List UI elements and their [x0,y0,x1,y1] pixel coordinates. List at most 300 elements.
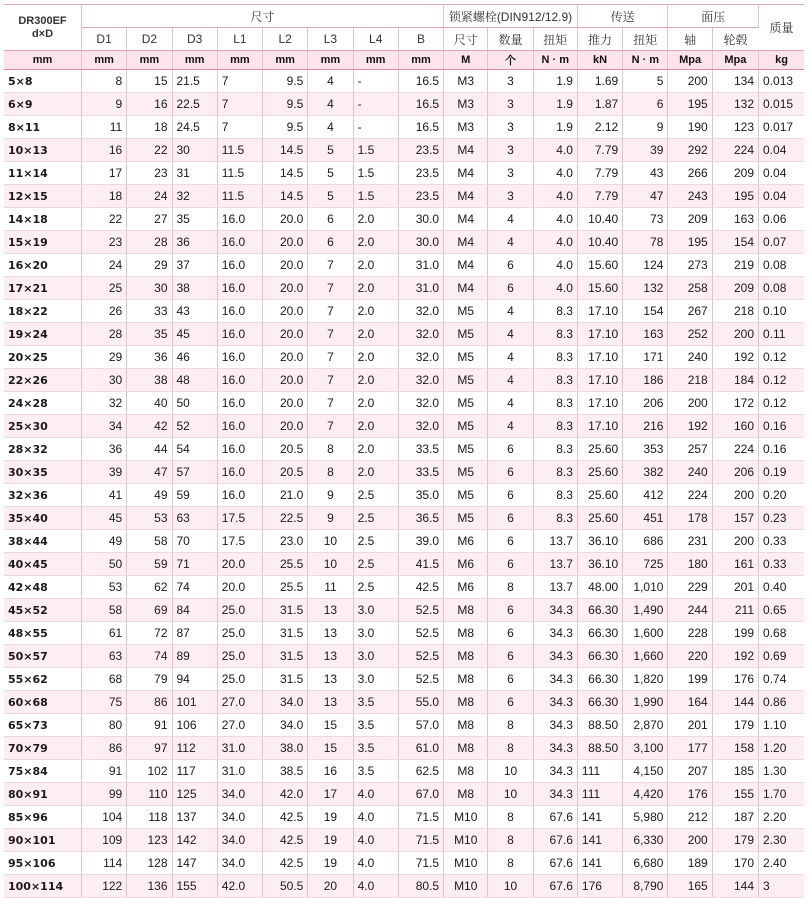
value-cell: 5 [308,139,353,162]
value-cell: 4 [488,208,533,231]
value-cell: 199 [712,622,758,645]
value-cell: 16.0 [217,369,262,392]
value-cell: 75 [81,691,126,714]
value-cell: 6 [488,622,533,645]
value-cell: 8 [81,70,126,93]
value-cell: 28 [81,323,126,346]
value-cell: 2.0 [353,346,398,369]
value-cell: 3 [488,162,533,185]
value-cell: 13.7 [533,576,577,599]
value-cell: M3 [444,93,488,116]
value-cell: 7 [308,415,353,438]
value-cell: 71 [172,553,217,576]
value-cell: 8 [488,806,533,829]
value-cell: 10.40 [577,208,622,231]
value-cell: 19 [308,852,353,875]
value-cell: 20.0 [263,254,308,277]
value-cell: 154 [712,231,758,254]
value-cell: 24 [127,185,172,208]
value-cell: 4 [488,392,533,415]
value-cell: M6 [444,553,488,576]
value-cell: 27.0 [217,714,262,737]
value-cell: 25.5 [263,576,308,599]
value-cell: 36.10 [577,530,622,553]
value-cell: 144 [712,691,758,714]
value-cell: 34.0 [217,806,262,829]
value-cell: 2.0 [353,277,398,300]
value-cell: 7 [308,346,353,369]
value-cell: 0.68 [759,622,804,645]
value-cell: 180 [668,553,712,576]
value-cell: 25.60 [577,484,622,507]
value-cell: M5 [444,392,488,415]
value-cell: 16.0 [217,300,262,323]
value-cell: 20.0 [263,208,308,231]
value-cell: 8 [488,829,533,852]
unit-header: Mpa [668,51,712,70]
value-cell: 19 [308,829,353,852]
unit-header: M [444,51,488,70]
value-cell: 31.5 [263,599,308,622]
value-cell: 13 [308,668,353,691]
value-cell: 48.00 [577,576,622,599]
value-cell: 13 [308,645,353,668]
value-cell: M6 [444,530,488,553]
value-cell: 46 [172,346,217,369]
value-cell: 192 [712,346,758,369]
model-name: DR300EF [18,14,67,27]
table-row [4,622,804,645]
value-cell: 4 [488,346,533,369]
value-cell: 199 [668,668,712,691]
value-cell: M5 [444,369,488,392]
value-cell: M10 [444,806,488,829]
value-cell: 52.5 [398,668,443,691]
value-cell: 1.5 [353,162,398,185]
value-cell: 8 [308,438,353,461]
value-cell: 4,420 [623,783,668,806]
value-cell: 212 [668,806,712,829]
value-cell: 7.79 [577,162,622,185]
value-cell: 42.5 [263,829,308,852]
value-cell: 70 [172,530,217,553]
value-cell: 18 [127,116,172,139]
value-cell: 0.04 [759,162,804,185]
table-row [4,254,804,277]
size-cell: 28×32 [4,438,81,461]
value-cell: 2.20 [759,806,804,829]
value-cell: 2.0 [353,369,398,392]
value-cell: 31.0 [398,254,443,277]
value-cell: 11.5 [217,139,262,162]
value-cell: 142 [172,829,217,852]
value-cell: 35.0 [398,484,443,507]
value-cell: 161 [712,553,758,576]
table-row [4,645,804,668]
value-cell: 292 [668,139,712,162]
value-cell: 5 [308,162,353,185]
value-cell: 0.08 [759,277,804,300]
value-cell: 0.19 [759,461,804,484]
value-cell: 9 [623,116,668,139]
value-cell: 42 [127,415,172,438]
value-cell: 25.60 [577,461,622,484]
value-cell: 34.0 [217,852,262,875]
value-cell: 30.0 [398,231,443,254]
column-header: L3 [308,28,353,51]
value-cell: 6 [488,668,533,691]
value-cell: 49 [127,484,172,507]
value-cell: 18 [81,185,126,208]
transmit-group-header: 传送 [577,5,668,28]
value-cell: 61 [81,622,126,645]
value-cell: 10 [488,760,533,783]
value-cell: 218 [712,300,758,323]
value-cell: 24.5 [172,116,217,139]
value-cell: 54 [172,438,217,461]
value-cell: 8 [488,852,533,875]
value-cell: 9 [308,484,353,507]
value-cell: 16 [127,93,172,116]
unit-header: kg [759,51,804,70]
table-header [4,5,804,70]
value-cell: 228 [668,622,712,645]
unit-header-row [4,51,804,70]
value-cell: 382 [623,461,668,484]
value-cell: 66.30 [577,622,622,645]
value-cell: 144 [712,875,758,898]
value-cell: 209 [712,162,758,185]
value-cell: 8 [488,576,533,599]
value-cell: M5 [444,300,488,323]
value-cell: 16.0 [217,254,262,277]
value-cell: - [353,116,398,139]
value-cell: 19 [308,806,353,829]
value-cell: 17.5 [217,530,262,553]
table-row [4,553,804,576]
value-cell: 10 [308,530,353,553]
value-cell: 154 [623,300,668,323]
value-cell: 141 [577,829,622,852]
table-row [4,70,804,93]
table-row [4,576,804,599]
value-cell: 176 [577,875,622,898]
value-cell: 20 [308,875,353,898]
value-cell: 218 [668,369,712,392]
value-cell: 8.3 [533,323,577,346]
value-cell: M10 [444,829,488,852]
value-cell: 31.5 [263,645,308,668]
value-cell: 16.0 [217,231,262,254]
value-cell: 13.7 [533,530,577,553]
value-cell: 231 [668,530,712,553]
value-cell: 8,790 [623,875,668,898]
value-cell: M6 [444,576,488,599]
value-cell: 123 [712,116,758,139]
value-cell: M4 [444,162,488,185]
value-cell: 7 [308,300,353,323]
value-cell: 88.50 [577,737,622,760]
value-cell: M10 [444,852,488,875]
value-cell: 67.0 [398,783,443,806]
size-cell: 11×14 [4,162,81,185]
value-cell: 32.0 [398,369,443,392]
value-cell: 67.6 [533,852,577,875]
value-cell: 20.0 [263,415,308,438]
pressure-group-header: 面压 [668,5,759,28]
value-cell: 1.5 [353,139,398,162]
value-cell: 1.5 [353,185,398,208]
value-cell: 73 [623,208,668,231]
value-cell: 8.3 [533,346,577,369]
value-cell: 0.40 [759,576,804,599]
value-cell: M4 [444,139,488,162]
value-cell: 31.0 [398,277,443,300]
value-cell: 20.0 [263,369,308,392]
value-cell: 20.0 [263,300,308,323]
value-cell: 35 [127,323,172,346]
bolt-group-header: 锁紧螺栓(DIN912/12.9) [444,5,578,28]
value-cell: M5 [444,346,488,369]
value-cell: 42.5 [398,576,443,599]
value-cell: 8.3 [533,415,577,438]
value-cell: 258 [668,277,712,300]
value-cell: 1.9 [533,93,577,116]
value-cell: 6,330 [623,829,668,852]
value-cell: 47 [127,461,172,484]
value-cell: 74 [127,645,172,668]
value-cell: 20.0 [263,392,308,415]
value-cell: 21.5 [172,70,217,93]
value-cell: 2.5 [353,507,398,530]
value-cell: 26 [81,300,126,323]
value-cell: 2.0 [353,415,398,438]
value-cell: 33.5 [398,461,443,484]
value-cell: 37 [172,254,217,277]
size-cell: 40×45 [4,553,81,576]
value-cell: M5 [444,484,488,507]
value-cell: 1.9 [533,70,577,93]
value-cell: 6 [488,461,533,484]
value-cell: 29 [127,254,172,277]
value-cell: 16.5 [398,116,443,139]
value-cell: 35 [172,208,217,231]
value-cell: 124 [623,254,668,277]
column-header: 轴 [668,28,712,51]
value-cell: 34.3 [533,691,577,714]
value-cell: 179 [712,829,758,852]
value-cell: M8 [444,691,488,714]
value-cell: 74 [172,576,217,599]
value-cell: 201 [712,576,758,599]
value-cell: 42.0 [217,875,262,898]
value-cell: 1,820 [623,668,668,691]
value-cell: M8 [444,668,488,691]
value-cell: 267 [668,300,712,323]
value-cell: 5 [623,70,668,93]
value-cell: 164 [668,691,712,714]
value-cell: M5 [444,438,488,461]
value-cell: 141 [577,852,622,875]
value-cell: 33.5 [398,438,443,461]
value-cell: 3.5 [353,714,398,737]
value-cell: 6 [488,691,533,714]
value-cell: 42.0 [263,783,308,806]
value-cell: 38.5 [263,760,308,783]
value-cell: 200 [712,530,758,553]
value-cell: 200 [668,829,712,852]
value-cell: 0.12 [759,392,804,415]
value-cell: 17.10 [577,392,622,415]
value-cell: 117 [172,760,217,783]
value-cell: 1.20 [759,737,804,760]
value-cell: 111 [577,760,622,783]
value-cell: M3 [444,116,488,139]
value-cell: 243 [668,185,712,208]
table-row [4,346,804,369]
column-header: B [398,28,443,51]
value-cell: 32.0 [398,392,443,415]
value-cell: 244 [668,599,712,622]
value-cell: 15.60 [577,254,622,277]
value-cell: 6 [308,208,353,231]
value-cell: 725 [623,553,668,576]
value-cell: 34.0 [217,783,262,806]
value-cell: 7 [217,116,262,139]
table-row [4,231,804,254]
value-cell: 0.015 [759,93,804,116]
size-cell: 70×79 [4,737,81,760]
value-cell: 266 [668,162,712,185]
value-cell: 9.5 [263,93,308,116]
value-cell: 87 [172,622,217,645]
value-cell: M8 [444,737,488,760]
value-cell: 47 [623,185,668,208]
mass-header: 质量 [759,5,804,51]
value-cell: 132 [712,93,758,116]
model-header-cell [4,5,81,51]
value-cell: 2.0 [353,438,398,461]
value-cell: 186 [623,369,668,392]
value-cell: 16 [308,760,353,783]
value-cell: 34.0 [217,829,262,852]
value-cell: 50.5 [263,875,308,898]
value-cell: 172 [712,392,758,415]
value-cell: 201 [668,714,712,737]
value-cell: 141 [577,806,622,829]
value-cell: 109 [81,829,126,852]
value-cell: 229 [668,576,712,599]
value-cell: M10 [444,875,488,898]
value-cell: M4 [444,277,488,300]
size-cell: 5×8 [4,70,81,93]
value-cell: 4.0 [353,875,398,898]
value-cell: 2.0 [353,208,398,231]
value-cell: 20.0 [217,576,262,599]
value-cell: 15 [308,714,353,737]
value-cell: 16.5 [398,93,443,116]
value-cell: 20.5 [263,461,308,484]
table-row [4,691,804,714]
value-cell: 3.0 [353,599,398,622]
value-cell: 4.0 [533,231,577,254]
value-cell: 4.0 [533,139,577,162]
unit-header: kN [577,51,622,70]
value-cell: 58 [81,599,126,622]
value-cell: M4 [444,185,488,208]
value-cell: 22.5 [172,93,217,116]
value-cell: 4 [488,323,533,346]
value-cell: 3 [488,116,533,139]
value-cell: 63 [172,507,217,530]
size-cell: 48×55 [4,622,81,645]
value-cell: 20.0 [263,346,308,369]
value-cell: 25.0 [217,622,262,645]
value-cell: 686 [623,530,668,553]
value-cell: M3 [444,70,488,93]
value-cell: 30 [127,277,172,300]
value-cell: 2.5 [353,530,398,553]
value-cell: 6 [623,93,668,116]
value-cell: 7 [308,254,353,277]
value-cell: M8 [444,760,488,783]
value-cell: 34.3 [533,714,577,737]
value-cell: 57.0 [398,714,443,737]
value-cell: 34.3 [533,599,577,622]
size-cell: 55×62 [4,668,81,691]
value-cell: 23 [81,231,126,254]
size-cell: 50×57 [4,645,81,668]
value-cell: 5 [308,185,353,208]
value-cell: 7 [308,277,353,300]
value-cell: 101 [172,691,217,714]
value-cell: 0.06 [759,208,804,231]
size-cell: 95×106 [4,852,81,875]
value-cell: 273 [668,254,712,277]
value-cell: 32.0 [398,300,443,323]
value-cell: 30 [81,369,126,392]
value-cell: 3 [488,185,533,208]
value-cell: 6 [488,530,533,553]
value-cell: 211 [712,599,758,622]
unit-header: mm [398,51,443,70]
value-cell: 17.10 [577,369,622,392]
value-cell: 200 [668,392,712,415]
table-row [4,208,804,231]
value-cell: 16 [81,139,126,162]
value-cell: 2.0 [353,254,398,277]
value-cell: 97 [127,737,172,760]
value-cell: 66.30 [577,691,622,714]
value-cell: 4.0 [533,277,577,300]
value-cell: 34.3 [533,783,577,806]
unit-header: mm [353,51,398,70]
value-cell: 7 [308,323,353,346]
value-cell: 53 [81,576,126,599]
value-cell: M8 [444,599,488,622]
value-cell: 57 [172,461,217,484]
value-cell: 8.3 [533,300,577,323]
value-cell: 2.40 [759,852,804,875]
value-cell: 40 [127,392,172,415]
value-cell: 80.5 [398,875,443,898]
value-cell: 195 [668,231,712,254]
table-row [4,93,804,116]
value-cell: 11 [308,576,353,599]
value-cell: 8 [488,714,533,737]
size-cell: 22×26 [4,369,81,392]
value-cell: 176 [668,783,712,806]
